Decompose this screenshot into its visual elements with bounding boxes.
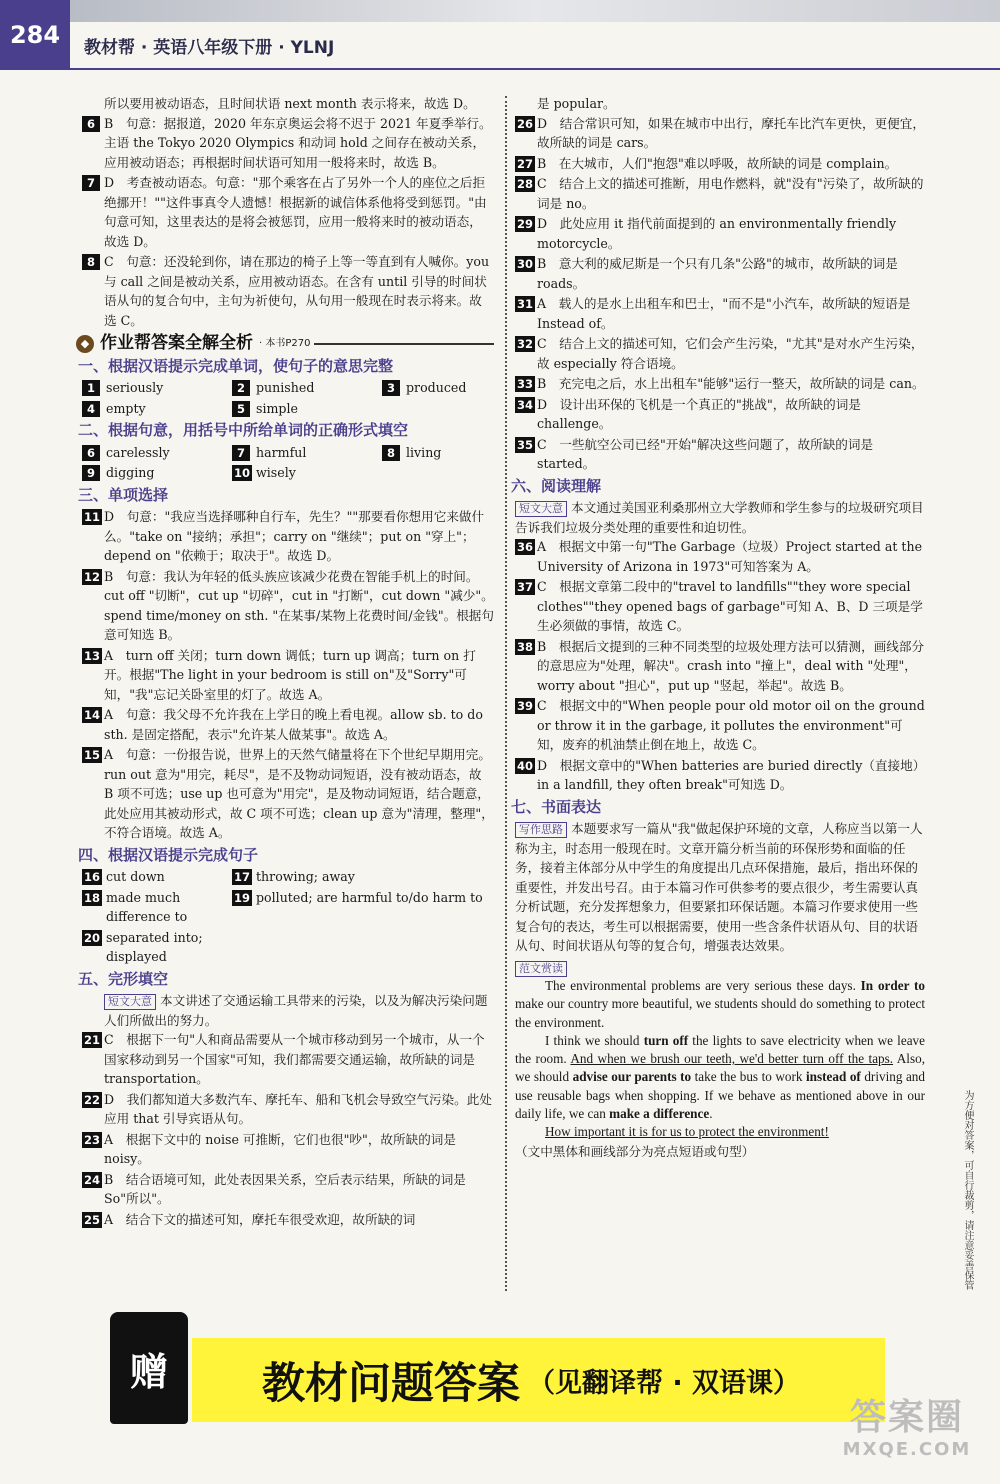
question-number: 11	[84, 510, 101, 524]
question-number: 24	[84, 1172, 101, 1187]
answer-item	[515, 254, 925, 293]
answer-list	[515, 114, 925, 474]
watermark	[822, 1396, 992, 1476]
section-heading: 四、根据汉语提示完成句子	[78, 845, 259, 864]
answer-text: seriously	[106, 380, 164, 395]
answer-text: D 此处应用 it 指代前面提到的 an environmentally friendly motorcycle。	[537, 216, 897, 251]
section-heading: 三、单项选择	[78, 485, 169, 504]
answer-text: D 我们都知道大多数汽车、摩托车、船和飞机会导致空气污染。此处应用 that 引导宾语从句。	[104, 1091, 492, 1126]
answer-cell	[232, 443, 382, 463]
section-heading: 五、完形填空	[78, 969, 169, 988]
answer-text: C 一些航空公司已经"开始"解决这些问题了，故所缺的词是 started。	[537, 436, 874, 471]
answer-item	[515, 637, 925, 696]
answer-text: D 考查被动语态。句意："那个乘客在占了另外一个人的座位之后拒绝挪开！""这件事真令人遗憾！根据新的诚信体系他将受到惩罚。"由句意可知，这里表达的是将会被惩罚，应用一般将来时的被动语态，故选 D。	[104, 175, 487, 249]
answer-text: C 句意：还没轮到你，请在那边的椅子上等一等直到有人喊你。you 与 call 之间是被动关系，应用被动语态。在含有 until 引导的时间状语从句的复合句中，主句为祈使句，从句用一般现在时表示将来。故选 C。	[104, 254, 490, 328]
answer-text: made much difference to	[106, 889, 188, 924]
answer-cell	[232, 378, 382, 398]
continuation-text: 是 popular。	[537, 96, 616, 111]
answer-text: A 句意：一份报告说，世界上的天然气储量将在下个世纪早期用完。run out 意为"用完，耗尽"，是不及物动词短语，没有被动语态，故 B 项不可选；use up 也可意为"用完"，是及物动词短语，结合题意，此处应用其被动形式，故 C 项不可选；clean up 意为"清理，整理"，不符合语境。故选 A。	[104, 747, 494, 840]
question-number: 8	[382, 445, 400, 461]
answer-item	[515, 577, 925, 636]
summary-tag: 短文大意	[104, 994, 156, 1010]
question-number: 2	[232, 380, 250, 396]
answer-text: A 根据文中第一句"The Garbage（垃圾）Project started at the University of Arizona in 1973"可知答案为 A。	[537, 539, 923, 574]
answer-list	[515, 537, 925, 795]
right-column	[511, 94, 925, 1161]
idea-tag: 写作思路	[515, 822, 567, 838]
question-number: 30	[517, 257, 534, 271]
question-number: 17	[234, 870, 251, 884]
answer-item	[82, 1130, 494, 1169]
essay-paragraph: The environmental problems are very serious these days. In order to make our country more beautiful, we students should do something to protect the environment.	[515, 978, 925, 1030]
gift-icon: 赠	[110, 1312, 188, 1424]
answer-item	[515, 374, 925, 394]
sample-label	[515, 958, 925, 978]
question-number: 4	[82, 401, 100, 417]
question-number: 33	[517, 377, 534, 391]
header-decor-bar	[70, 0, 1000, 22]
answer-item	[82, 1170, 494, 1209]
question-number: 6	[82, 445, 100, 461]
answer-grid	[82, 867, 494, 967]
sample-essay	[515, 977, 925, 1142]
answer-cell	[82, 443, 232, 463]
banner-underline	[314, 342, 494, 345]
question-number: 16	[84, 870, 101, 884]
answer-text: harmful	[256, 444, 307, 460]
question-number: 35	[517, 437, 534, 452]
passage-summary	[82, 991, 494, 1030]
question-number: 23	[84, 1132, 101, 1147]
question-number: 32	[517, 337, 534, 351]
section-heading: 二、根据句意，用括号中所给单词的正确形式填空	[78, 421, 409, 439]
answer-item	[515, 154, 925, 174]
answer-cell	[232, 399, 382, 419]
question-number: 39	[517, 699, 534, 713]
answer-grid	[82, 443, 494, 483]
answer-text: empty	[106, 400, 146, 416]
answer-text: C 根据文中的"When people pour old motor oil on the ground or throw it in the garbage, it pollutes the environment"可知，废弃的机油禁止倒在地上，故选 C。	[537, 698, 925, 752]
writing-idea	[515, 819, 925, 956]
left-column	[78, 94, 494, 1230]
answer-text: D 句意："我应当选择哪种自行车，先生？""那要看你想用它来做什么。"take on "接纳；承担"；carry on "继续"；put on "穿上"；depend on "依赖于；取决于"。故选 D。	[104, 509, 485, 563]
question-number: 37	[517, 580, 534, 594]
answer-text: carelessly	[106, 444, 170, 460]
gift-subtitle: （见翻译帮 · 双语课）	[528, 1367, 801, 1399]
question-number: 3	[382, 380, 400, 396]
answer-text: produced	[406, 380, 467, 395]
question-number: 9	[82, 465, 100, 481]
answer-text: B 根据后文提到的三种不同类型的垃圾处理方法可以猜测，画线部分的意思应为"处理，解决"。crash into "撞上"，deal with "处理"，worry about "担心"，put up "竖起，举起"。故选 B。	[537, 638, 925, 693]
section-heading: 一、根据汉语提示完成单词，使句子的意思完整	[78, 356, 394, 375]
question-number: 22	[84, 1092, 101, 1107]
question-number: 31	[517, 297, 534, 311]
question-number: 40	[517, 758, 534, 773]
answer-text: wisely	[256, 465, 296, 480]
question-number: 7	[232, 445, 250, 461]
question-number: 29	[517, 217, 534, 231]
answer-item	[82, 173, 494, 251]
gift-title: 教材问题答案	[262, 1358, 520, 1409]
answer-text: C 结合上文的描述可推断，用电作燃料，就"没有"污染了，故所缺的词是 no。	[537, 176, 924, 211]
answer-text: C 结合上文的描述可知，它们会产生污染，"尤其"是对水产生污染，故 especially 符合语境。	[537, 336, 924, 371]
answer-item	[82, 646, 494, 705]
answer-text: A 结合下文的描述可知，摩托车很受欢迎，故所缺的词	[104, 1211, 416, 1227]
answer-cell	[232, 888, 492, 927]
question-number: 27	[517, 156, 534, 171]
question-number: 19	[234, 890, 251, 905]
watermark-title: 答案圈	[849, 1397, 964, 1438]
section-banner	[76, 334, 494, 354]
answer-cell	[232, 463, 382, 483]
answer-cell	[82, 928, 232, 967]
essay-note: （文中黑体和画线部分为亮点短语或句型）	[515, 1143, 755, 1159]
answer-item	[515, 395, 925, 434]
answer-text: B 充完电之后，水上出租车"能够"运行一整天，故所缺的词是 can。	[537, 376, 925, 391]
answer-text: B 结合语境可知，此处表因果关系，空后表示结果，所缺的词是 So"所以"。	[104, 1171, 466, 1206]
continuation-text: 所以要用被动语态，且时间状语 next month 表示将来，故选 D。	[104, 96, 476, 111]
answer-item	[82, 1030, 494, 1089]
answer-item	[515, 334, 925, 373]
column-divider	[505, 96, 507, 1291]
question-number: 26	[517, 116, 534, 131]
answer-text: separated into; displayed	[106, 929, 203, 964]
answer-cell	[82, 463, 232, 483]
answer-item	[82, 745, 494, 843]
answer-item	[82, 507, 494, 566]
question-number: 36	[517, 540, 534, 554]
answer-item	[82, 1210, 494, 1230]
answer-text: B 在大城市，人们"抱怨"难以呼吸，故所缺的词是 complain。	[537, 155, 898, 171]
banner-title: 作业帮答案全解全析	[100, 333, 253, 353]
answer-item	[82, 1090, 494, 1129]
summary-tag: 短文大意	[515, 501, 567, 517]
answer-cell	[82, 378, 232, 398]
question-number: 21	[84, 1033, 101, 1047]
answer-text: B 句意：据报道，2020 年东京奥运会将不迟于 2021 年夏季举行。主语 the Tokyo 2020 Olympics 和动词 hold 之间存在被动关系，应用被动语态；再根据时间状语可知用一般将来时，故选 B。	[104, 115, 492, 170]
question-number: 14	[84, 708, 101, 722]
answer-text: A 句意：我父母不允许我在上学日的晚上看电视。allow sb. to do sth. 是固定搭配，表示"允许某人做某事"。故选 A。	[104, 707, 483, 742]
question-number: 8	[82, 254, 100, 270]
question-number: 12	[84, 569, 101, 584]
answer-item	[515, 756, 925, 795]
summary-text: 本文通过美国亚利桑那州立大学教师和学生参与的垃圾研究项目告诉我们垃圾分类处理的重要性和迫切性。	[515, 500, 924, 535]
answer-cell	[82, 888, 232, 927]
book-title: 教材帮 · 英语八年级下册 · YLNJ	[84, 38, 335, 58]
answer-cell	[232, 867, 492, 887]
answer-text: cut down	[106, 869, 165, 884]
answer-item	[515, 174, 925, 213]
summary-text: 本文讲述了交通运输工具带来的污染，以及为解决污染问题人们所做出的努力。	[104, 993, 488, 1028]
question-number: 38	[517, 639, 534, 654]
question-number: 10	[234, 466, 251, 480]
sample-tag: 范文赏读	[515, 961, 567, 977]
idea-text: 本题要求写一篇从"我"做起保护环境的文章，人称应当以第一人称为主，时态用一般现在时。文章开篇分析当前的环保形势和面临的任务，接着主体部分从中学生的角度提出几点环保措施，最后，指出环保的重要性，并发出号召。由于本篇习作可供参考的要点很少，考生需要认真分析试题，充分发挥想象力，但要紧扣环保话题。本篇习作要求使用一些复合句的表达，考生可以根据需要，使用一些含条件状语从句、目的状语从句、时间状语从句等的复合句，增强表达效果。	[515, 821, 923, 953]
essay-paragraph: How important it is for us to protect the environment!	[545, 1124, 829, 1140]
watermark-url: MXQE.COM	[842, 1439, 972, 1460]
question-number: 18	[84, 890, 101, 905]
answer-item	[515, 696, 925, 755]
answer-item	[82, 705, 494, 744]
answer-item	[515, 214, 925, 253]
gift-banner	[110, 1310, 885, 1440]
question-number: 13	[84, 648, 101, 663]
answer-text: C 根据下一句"人和商品需要从一个城市移动到另一个城市，从一个国家移动到另一个国家"可知，我们都需要交通运输，故所缺的词是 transportation。	[104, 1032, 485, 1086]
answer-text: D 结合常识可知，如果在城市中出行，摩托车比汽车更快，更便宜，故所缺的词是 cars。	[537, 115, 925, 150]
answer-item	[82, 252, 494, 330]
answer-text: living	[406, 444, 442, 460]
answer-text: D 设计出环保的飞机是一个真正的"挑战"，故所缺的词是 challenge。	[537, 396, 861, 431]
answer-text: throwing; away	[256, 869, 355, 884]
page-header	[0, 0, 1000, 70]
answer-item	[515, 537, 925, 576]
answer-text: punished	[256, 380, 315, 395]
side-note: 为方便对答案，可自行裁剪，请注意妥善保管	[962, 1090, 973, 1290]
answer-text: simple	[256, 400, 298, 416]
diamond-icon: ◆	[76, 335, 94, 353]
answer-item	[82, 567, 494, 645]
answer-item	[82, 114, 494, 173]
answer-text: digging	[106, 465, 155, 480]
answer-text: polluted; are harmful to/do harm to	[256, 889, 483, 905]
answer-cell	[82, 399, 232, 419]
answer-cell	[82, 867, 232, 887]
answer-cell	[382, 443, 502, 463]
passage-summary	[515, 498, 925, 537]
section-heading: 六、阅读理解	[511, 476, 602, 495]
page-number: 284	[0, 0, 70, 70]
answer-list	[82, 507, 494, 843]
answer-text: B 意大利的威尼斯是一个只有几条"公路"的城市，故所缺的词是 roads。	[537, 256, 898, 291]
answer-text: A 根据下文中的 noise 可推断，它们也很"吵"，故所缺的词是 noisy。	[104, 1131, 456, 1166]
gift-bar	[192, 1338, 885, 1422]
question-number: 7	[82, 175, 100, 191]
answer-text: A turn off 关闭；turn down 调低；turn up 调高；turn on 打开。根据"The light in your bedroom is still on"及"Sorry"可知，"我"忘记关卧室里的灯了。故选 A。	[104, 647, 476, 702]
banner-page-ref: · 本书P270	[259, 338, 311, 349]
question-number: 34	[517, 397, 534, 412]
question-number: 5	[232, 401, 250, 417]
question-number: 1	[82, 380, 100, 396]
answer-item	[515, 114, 925, 153]
answer-item	[515, 435, 925, 474]
answer-item	[515, 294, 925, 333]
answer-grid	[82, 378, 494, 418]
answer-list	[82, 114, 494, 331]
answer-text: C 根据文章第二段中的"travel to landfills""they wore special clothes""they opened bags of garbage"可知 A、B、D 三项是学生必须做的事情，故选 C。	[537, 579, 923, 633]
answer-cell	[382, 378, 502, 398]
essay-paragraph: I think we should turn off the lights to save electricity when we leave the room. And when we brush our teeth, we'd better turn off the taps. Also, we should advise our parents to take the bus to work instead of driving and use reusable bags when shopping. If we behave as mentioned above in our daily life, we can make a difference.	[515, 1032, 925, 1122]
question-number: 6	[82, 116, 100, 132]
answer-text: A 载人的是水上出租车和巴士，"而不是"小汽车，故所缺的短语是 Instead of。	[537, 296, 911, 331]
answer-list	[82, 1030, 494, 1229]
question-number: 20	[84, 930, 101, 945]
question-number: 28	[517, 177, 534, 191]
header-rule	[70, 68, 1000, 70]
answer-text: D 根据文章中的"When batteries are buried directly（直接地）in a landfill, they often break"可知选 D。	[537, 757, 919, 792]
answer-text: B 句意：我认为年轻的低头族应该减少花费在智能手机上的时间。cut off "切断"，cut up "切碎"，cut in "打断"，cut down "减少"。spend time/money on sth. "在某事/某物上花费时间/金钱"。根据句意可知选 B。	[104, 568, 494, 642]
section-heading: 七、书面表达	[511, 797, 602, 816]
question-number: 15	[84, 748, 101, 762]
question-number: 25	[84, 1212, 101, 1227]
